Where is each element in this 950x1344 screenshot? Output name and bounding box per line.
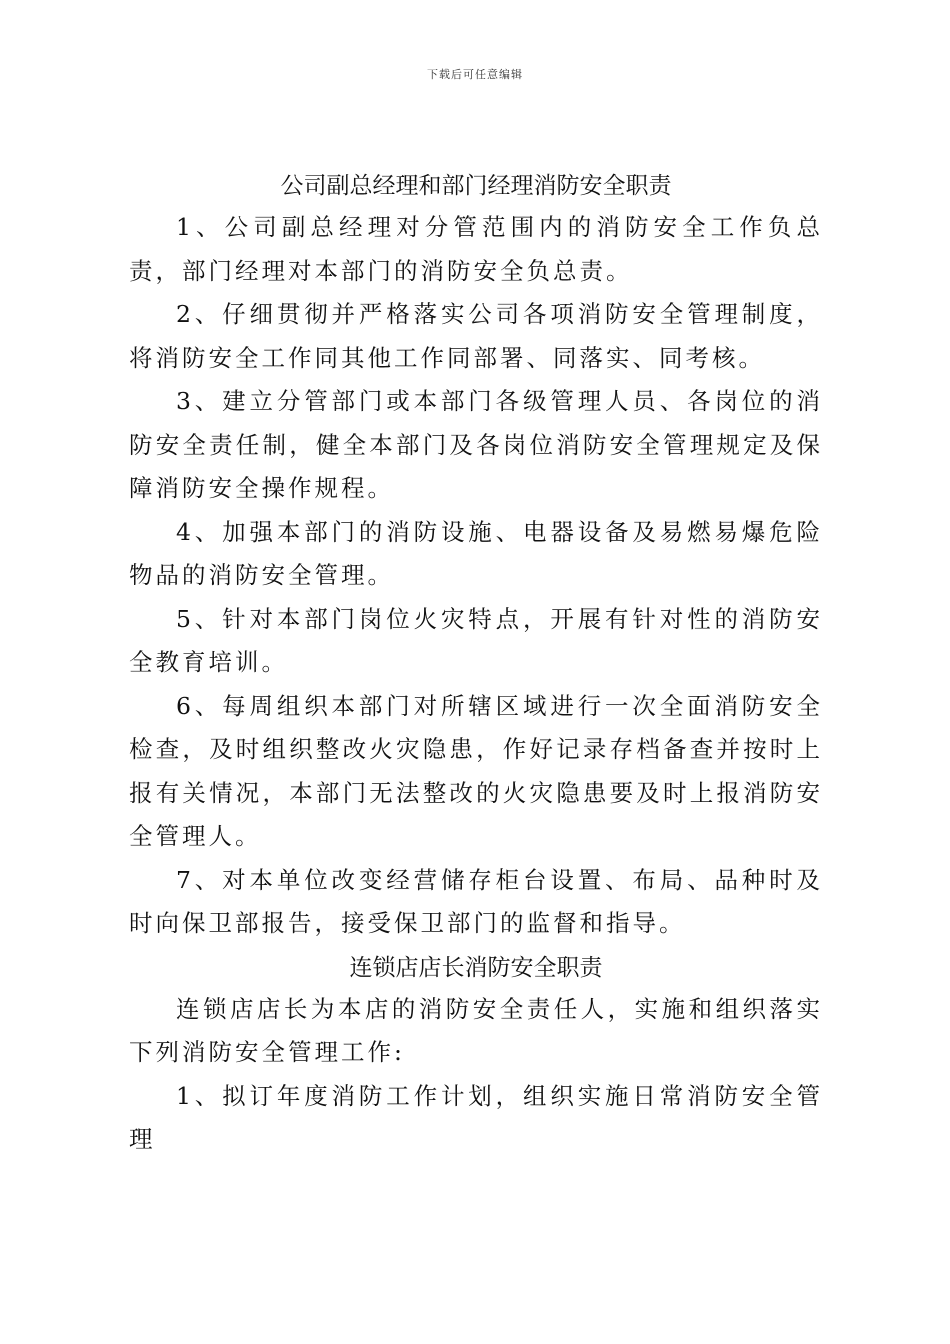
paragraph: 4、加强本部门的消防设施、电器设备及易燃易爆危险物品的消防安全管理。 [129,517,823,589]
paragraph: 3、建立分管部门或本部门各级管理人员、各岗位的消防安全责任制，健全本部门及各岗位消防安全管理规定及保障消防安全操作规程。 [129,387,823,502]
paragraph: 7、对本单位改变经营储存柜台设置、布局、品种时及时向保卫部报告，接受保卫部门的监督和指导。 [129,865,823,937]
paragraph: 1、公司副总经理对分管范围内的消防安全工作负总责，部门经理对本部门的消防安全负总责。 [129,213,823,285]
paragraph: 1、拟订年度消防工作计划，组织实施日常消防安全管理 [129,1081,823,1153]
paragraph: 连锁店店长为本店的消防安全责任人，实施和组织落实下列消防安全管理工作: [129,994,823,1066]
section-title: 公司副总经理和部门经理消防安全职责 [280,173,672,199]
header-note: 下载后可任意编辑 [427,68,523,81]
paragraph: 5、针对本部门岗位火灾特点，开展有针对性的消防安全教育培训。 [129,604,823,676]
paragraph: 6、每周组织本部门对所辖区域进行一次全面消防安全检查，及时组织整改火灾隐患，作好记录存档备查并按时上报有关情况，本部门无法整改的火灾隐患要及时上报消防安全管理人。 [129,691,823,850]
section-title: 连锁店店长消防安全职责 [349,954,603,981]
paragraph: 2、仔细贯彻并严格落实公司各项消防安全管理制度，将消防安全工作同其他工作同部署、同落实、同考核。 [129,300,823,372]
document-body [129,166,823,1162]
